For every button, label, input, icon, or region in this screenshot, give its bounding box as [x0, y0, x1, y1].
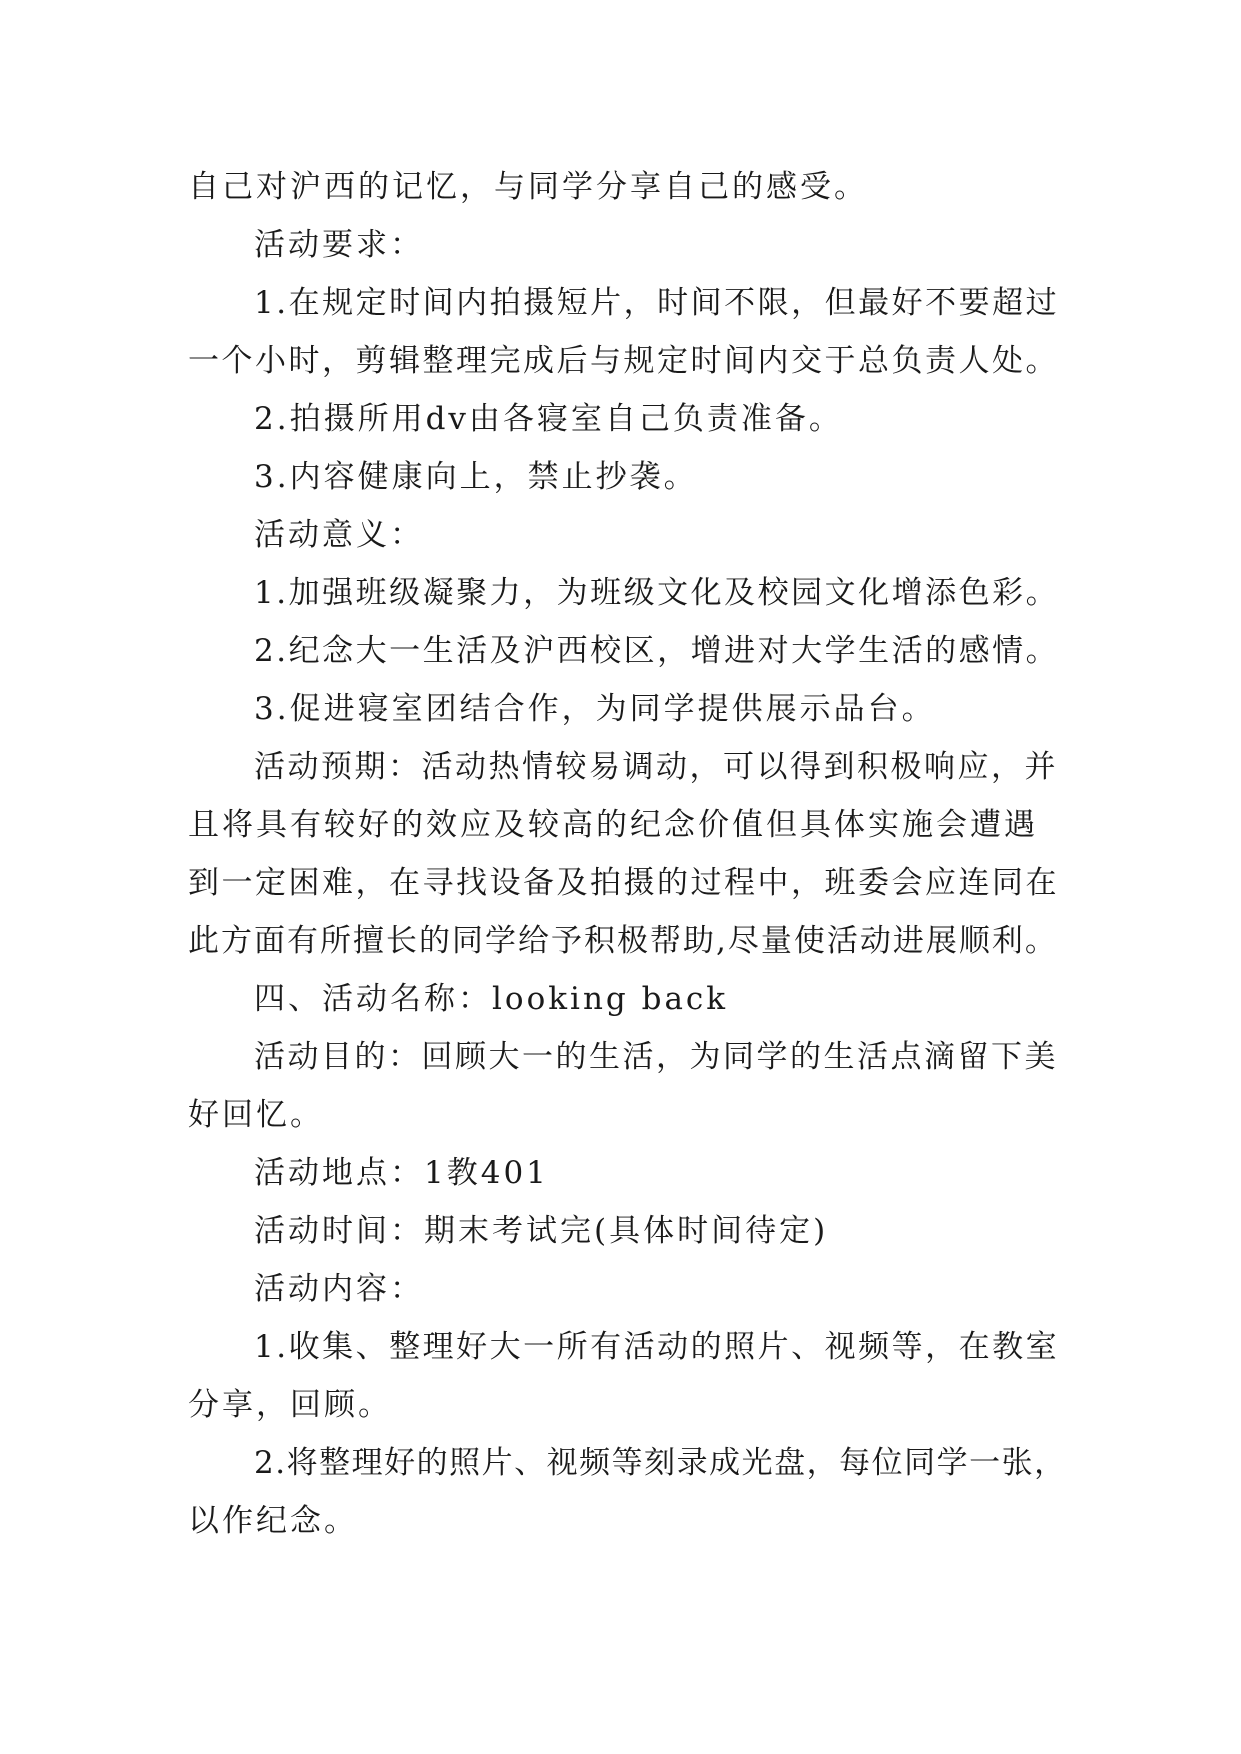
text-line: 2.拍摄所用dv由各寝室自己负责准备。 [254, 401, 843, 437]
text-line: 3.促进寝室团结合作，为同学提供展示品台。 [254, 691, 936, 727]
text-line: 到一定困难，在寻找设备及拍摄的过程中，班委会应连同在 [188, 865, 1059, 901]
section-heading-requirements: 活动要求： [254, 227, 424, 263]
text-line: 1.在规定时间内拍摄短片，时间不限，但最好不要超过 [254, 285, 1060, 321]
text-line: 3.内容健康向上，禁止抄袭。 [254, 459, 698, 495]
text-line: 2.将整理好的照片、视频等刻录成光盘，每位同学一张， [254, 1445, 1067, 1481]
text-line: 自己对沪西的记忆，与同学分享自己的感受。 [188, 169, 868, 205]
text-line: 活动时间：期末考试完(具体时间待定) [254, 1213, 829, 1249]
text-line: 好回忆。 [188, 1097, 324, 1133]
text-line: 活动预期：活动热情较易调动，可以得到积极响应，并 [254, 749, 1058, 785]
section-heading-significance: 活动意义： [254, 517, 424, 553]
text-line: 活动目的：回顾大一的生活，为同学的生活点滴留下美 [254, 1039, 1058, 1075]
text-line: 1.收集、整理好大一所有活动的照片、视频等，在教室 [254, 1329, 1060, 1365]
section-heading-content: 活动内容： [254, 1271, 424, 1307]
document-body [188, 158, 1068, 1550]
text-line: 2.纪念大一生活及沪西校区，增进对大学生活的感情。 [254, 633, 1060, 669]
text-line: 且将具有较好的效应及较高的纪念价值但具体实施会遭遇 [188, 807, 1038, 843]
text-line: 活动地点：1教401 [254, 1155, 549, 1191]
section-heading-activity-name: 四、活动名称：looking back [254, 981, 729, 1017]
text-line: 以作纪念。 [188, 1503, 358, 1539]
text-line: 此方面有所擅长的同学给予积极帮助,尽量使活动进展顺利。 [188, 923, 1058, 959]
text-line: 一个小时，剪辑整理完成后与规定时间内交于总负责人处。 [188, 343, 1059, 379]
text-line: 分享，回顾。 [188, 1387, 392, 1423]
text-line: 1.加强班级凝聚力，为班级文化及校园文化增添色彩。 [254, 575, 1060, 611]
